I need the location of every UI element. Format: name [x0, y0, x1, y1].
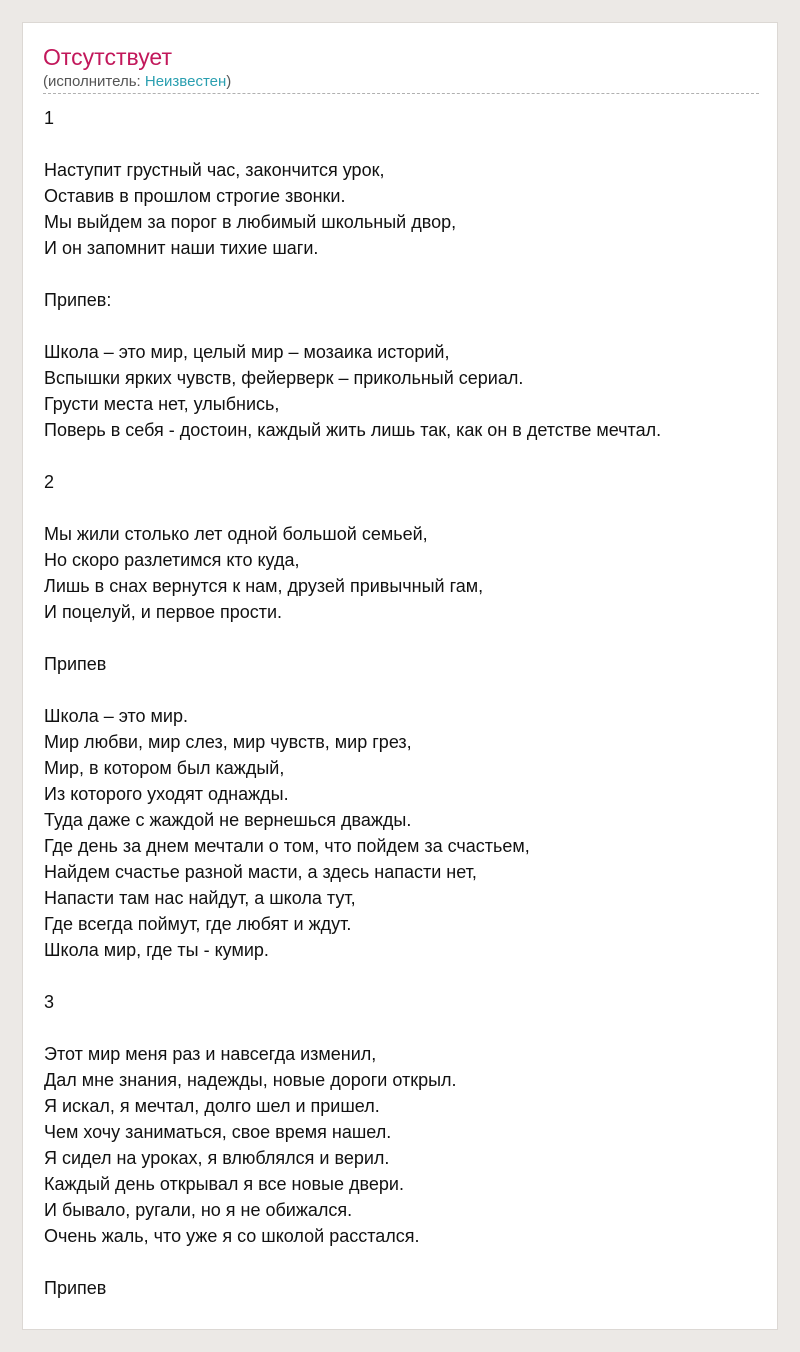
stanza-gap — [44, 1249, 764, 1275]
lyric-line: Мир, в котором был каждый, — [44, 758, 285, 778]
lyric-line: Вспышки ярких чувств, фейерверк – прикольный сериал. — [44, 368, 524, 388]
lyric-line: Этот мир меня раз и навсегда изменил, — [44, 1044, 377, 1064]
lyric-line: Припев — [44, 654, 107, 674]
lyric-line: Лишь в снах вернутся к нам, друзей привычный гам, — [44, 576, 484, 596]
title-divider — [43, 93, 759, 94]
lyrics-card — [22, 22, 778, 1330]
artist-prefix: (исполнитель: — [43, 73, 145, 90]
artist-suffix: ) — [226, 73, 232, 90]
lyric-line: Я искал, я мечтал, долго шел и пришел. — [44, 1096, 380, 1116]
lyric-line: Поверь в себя - достоин, каждый жить лишь так, как он в детстве мечтал. — [44, 420, 662, 440]
lyric-line: Грусти места нет, улыбнись, — [44, 394, 280, 414]
stanza-gap — [44, 261, 764, 287]
lyric-line: Мир любви, мир слез, мир чувств, мир грез, — [44, 732, 412, 752]
lyric-line: Очень жаль, что уже я со школой расстался. — [44, 1226, 420, 1246]
artist-link[interactable]: Неизвестен — [144, 73, 227, 90]
lyric-line: Школа – это мир. — [44, 706, 188, 726]
stanza-gap — [44, 313, 764, 339]
lyric-line: Напасти там нас найдут, а школа тут, — [44, 888, 356, 908]
lyric-line: Каждый день открывал я все новые двери. — [44, 1174, 404, 1194]
lyric-line: Припев: — [44, 290, 112, 310]
stanza-gap — [44, 443, 764, 469]
lyric-line: Мы выйдем за порог в любимый школьный двор, — [44, 212, 457, 232]
lyric-line: Чем хочу заниматься, свое время нашел. — [44, 1122, 392, 1142]
stanza-gap — [44, 625, 764, 651]
lyric-line: 3 — [44, 992, 55, 1012]
lyric-line: Где день за днем мечтали о том, что пойдем за счастьем, — [44, 836, 530, 856]
artist-line — [43, 73, 231, 91]
lyrics-body — [44, 105, 764, 1301]
stanza-gap — [44, 495, 764, 521]
lyric-line: Наступит грустный час, закончится урок, — [44, 160, 385, 180]
stanza-gap — [44, 963, 764, 989]
lyric-line: Дал мне знания, надежды, новые дороги открыл. — [44, 1070, 457, 1090]
stanza-gap — [44, 1015, 764, 1041]
lyric-line: Но скоро разлетимся кто куда, — [44, 550, 300, 570]
lyric-line: Где всегда поймут, где любят и ждут. — [44, 914, 352, 934]
lyric-line: И бывало, ругали, но я не обижался. — [44, 1200, 353, 1220]
lyric-line: И поцелуй, и первое прости. — [44, 602, 283, 622]
lyric-line: Оставив в прошлом строгие звонки. — [44, 186, 346, 206]
lyric-line: Школа мир, где ты - кумир. — [44, 940, 269, 960]
song-title: Отсутствует — [43, 44, 172, 70]
lyric-line: Я сидел на уроках, я влюблялся и верил. — [44, 1148, 390, 1168]
lyric-line: Из которого уходят однажды. — [44, 784, 289, 804]
lyric-line: Школа – это мир, целый мир – мозаика историй, — [44, 342, 450, 362]
lyric-line: 2 — [44, 472, 55, 492]
lyric-line: Найдем счастье разной масти, а здесь напасти нет, — [44, 862, 477, 882]
lyric-line: И он запомнит наши тихие шаги. — [44, 238, 319, 258]
stanza-gap — [44, 677, 764, 703]
lyric-line: Мы жили столько лет одной большой семьей, — [44, 524, 428, 544]
lyric-line: Припев — [44, 1278, 107, 1298]
lyric-line: 1 — [44, 108, 55, 128]
stanza-gap — [44, 131, 764, 157]
lyric-line: Туда даже с жаждой не вернешься дважды. — [44, 810, 412, 830]
